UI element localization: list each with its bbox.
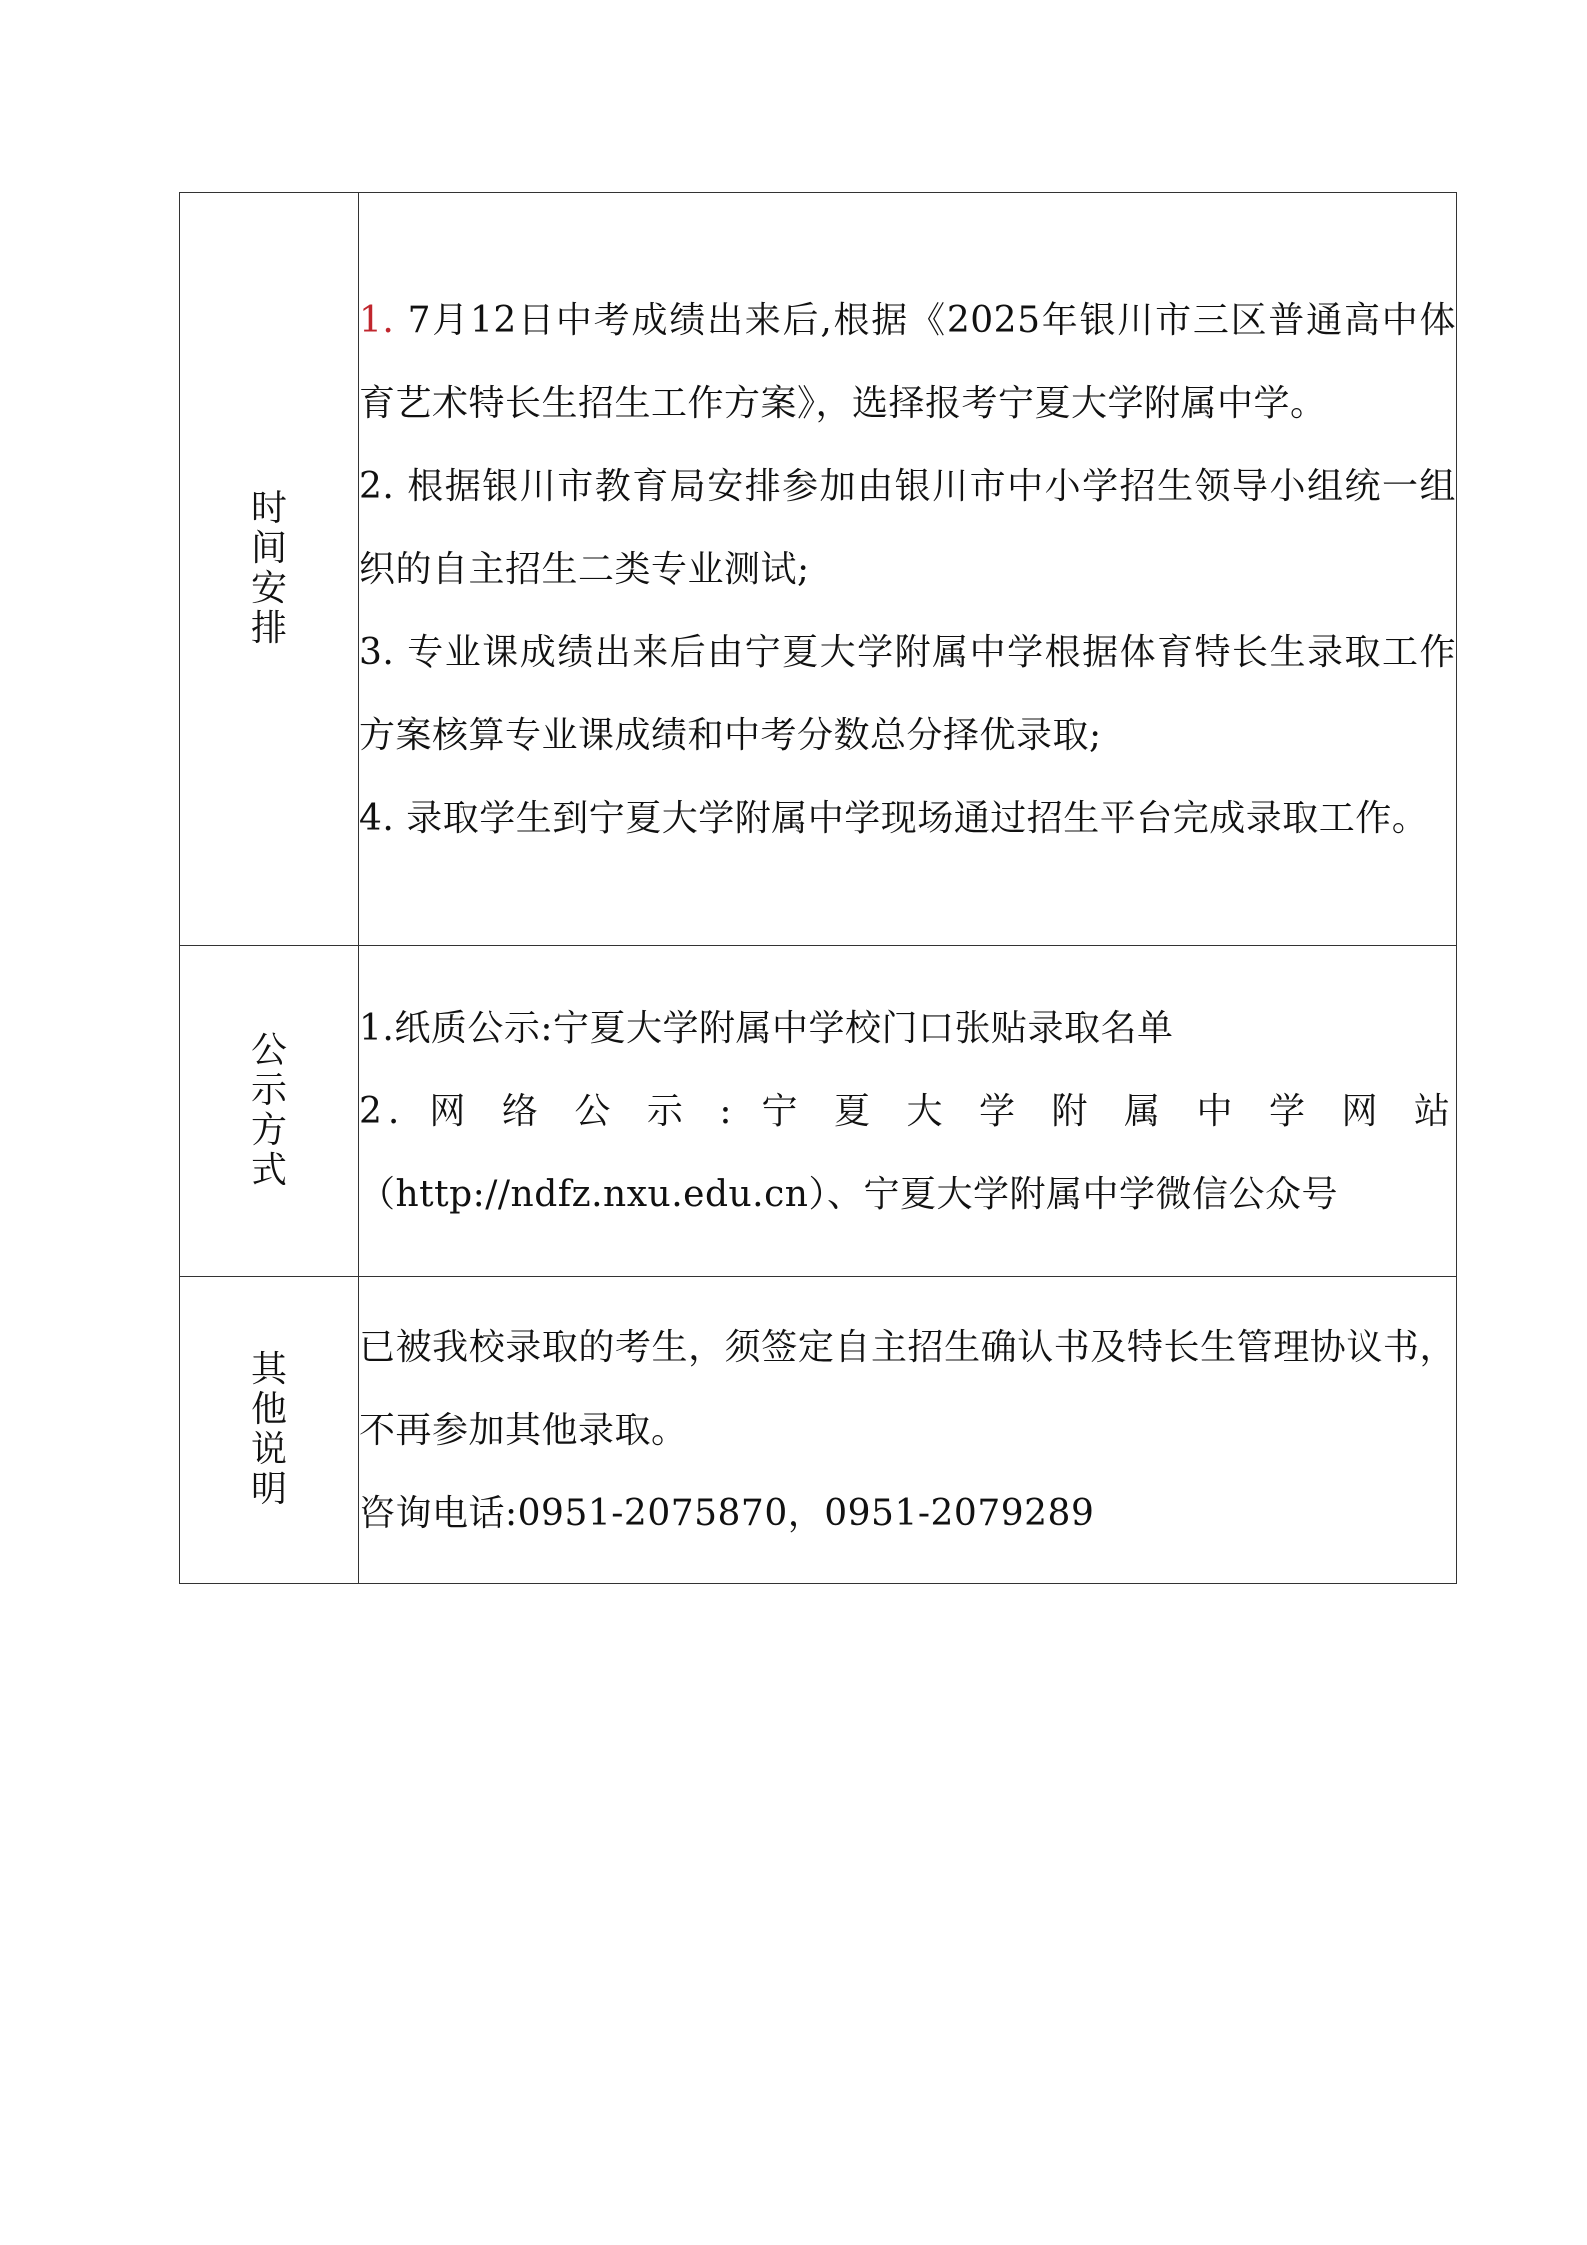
row-label-other-notes: 其他说明: [250, 1349, 287, 1510]
table-row: [180, 193, 1457, 946]
item-number: 3.: [359, 631, 395, 673]
publicity-item-paper: 1.纸质公示:宁夏大学附属中学校门口张贴录取名单: [359, 1007, 1174, 1049]
item-text: 专业课成绩出来后由宁夏大学附属中学根据体育特长生录取工作方案核算专业课成绩和中考分数总分择优录取;: [359, 631, 1456, 756]
notes-item-admission: 已被我校录取的考生，须签定自主招生确认书及特长生管理协议书，不再参加其他录取。: [359, 1326, 1456, 1451]
row-content-cell: [359, 193, 1457, 946]
notes-item-phone: 咨询电话:0951-2075870，0951-2079289: [359, 1492, 1095, 1534]
info-table: [179, 192, 1457, 1584]
row-label-cell: [180, 1277, 359, 1584]
item-number: 2.: [359, 465, 395, 507]
item-text: 7月12日中考成绩出来后,根据《2025年银川市三区普通高中体育艺术特长生招生工作方案》，选择报考宁夏大学附属中学。: [359, 299, 1456, 424]
table-row: [180, 1277, 1457, 1584]
item-number: 4.: [359, 797, 395, 839]
schedule-item-2: [359, 445, 1456, 611]
row-content-cell: [359, 1277, 1457, 1584]
publicity-item-online-line2: （http://ndfz.nxu.edu.cn）、宁夏大学附属中学微信公众号: [359, 1173, 1338, 1215]
row-label-cell: [180, 193, 359, 946]
item-text: 录取学生到宁夏大学附属中学现场通过招生平台完成录取工作。: [394, 797, 1429, 839]
schedule-item-1: [359, 279, 1456, 445]
row-label-publicity: 公示方式: [250, 1030, 287, 1191]
row-label-cell: [180, 946, 359, 1277]
schedule-item-4: [359, 777, 1456, 860]
table-row: [180, 946, 1457, 1277]
row-label-schedule: 时间安排: [250, 488, 287, 649]
schedule-item-3: [359, 611, 1456, 777]
publicity-item-online-line1: 2. 网 络 公 示 : 宁 夏 大 学 附 属 中 学 网 站: [359, 1090, 1456, 1132]
item-text: 根据银川市教育局安排参加由银川市中小学招生领导小组统一组织的自主招生二类专业测试;: [359, 465, 1456, 590]
item-number: 1.: [359, 299, 395, 341]
row-content-cell: [359, 946, 1457, 1277]
